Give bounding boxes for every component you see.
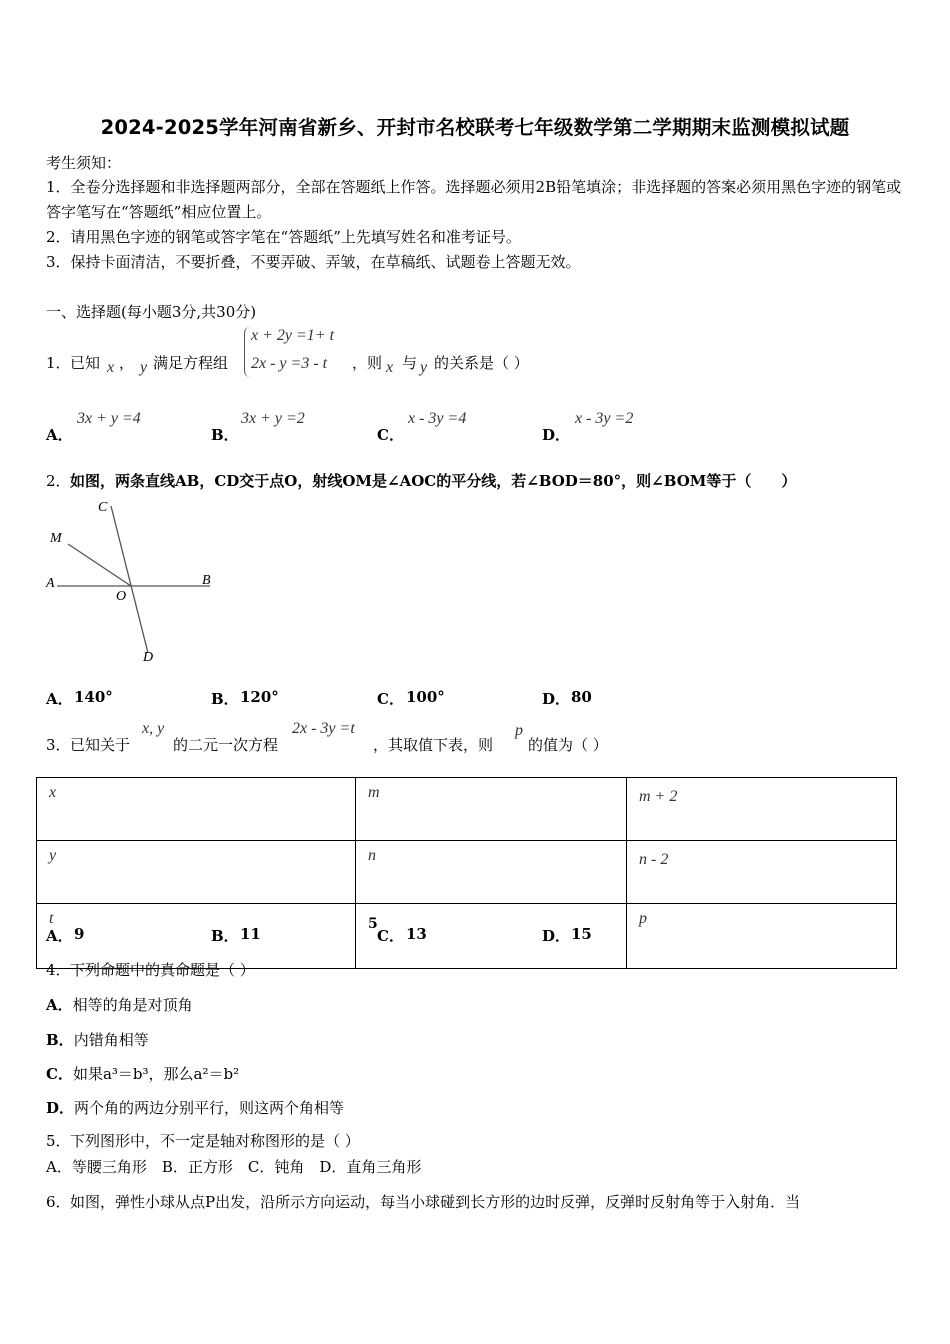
q2-figure <box>40 495 230 670</box>
q3-option-d: 15 <box>571 925 592 943</box>
page-title: 2024-2025学年河南省新乡、开封市名校联考七年级数学第二学期期末监测模拟试题 <box>100 116 850 139</box>
q1-option-d-label: D． <box>542 426 571 444</box>
notice-heading: 考生须知： <box>46 154 122 172</box>
q3-option-b: 11 <box>240 925 261 943</box>
question-3-number: 3． <box>46 736 71 754</box>
notice-item-1: 1．全卷分选择题和非选择题两部分，全部在答题纸上作答。选择题必须用2B铅笔填涂；非选择题的答案必须用黑色字迹的钢笔或答字笔写在“答题纸”相应位置上。 <box>46 178 902 221</box>
q1-var-y2: y <box>420 359 428 376</box>
q4-option-b <box>46 1029 149 1050</box>
table-cell: n - 2 <box>627 841 897 904</box>
q1-option-c: x - 3y =4 <box>408 410 467 427</box>
table-cell: n <box>356 841 627 904</box>
q2-option-d: 80 <box>571 688 592 706</box>
question-6-number: 6． <box>46 1193 71 1211</box>
notice-item-2: 2．请用黑色字迹的钢笔或答字笔在“答题纸”上先填写姓名和准考证号。 <box>46 228 521 246</box>
q1-eq2: 2x - y =3 - t <box>251 355 328 372</box>
q1-option-d: x - 3y =2 <box>575 410 634 427</box>
q3-mid: 的二元一次方程 <box>173 736 279 754</box>
q4-option-a <box>46 994 193 1015</box>
q1-var-y: y <box>140 359 148 376</box>
q4-option-d-label: D． <box>46 1099 75 1117</box>
q3-option-c-label: C． <box>377 927 404 945</box>
table-cell: m + 2 <box>627 778 897 841</box>
q1-equation-system <box>244 327 349 377</box>
label-d: D <box>143 650 154 665</box>
label-c: C <box>98 500 108 515</box>
q4-option-c <box>46 1063 239 1084</box>
table-cell: x <box>37 778 356 841</box>
q1-mid: 满足方程组 <box>153 354 229 372</box>
table-cell: y <box>37 841 356 904</box>
table-row <box>37 841 897 904</box>
q2-option-b-label: B． <box>211 690 239 708</box>
q4-option-c-text: 如果a³＝b³，那么a²＝b² <box>72 1065 240 1083</box>
q3-option-c: 13 <box>406 925 427 943</box>
notice-item-3: 3．保持卡面清洁，不要折叠，不要弄破、弄皱，在草稿纸、试题卷上答题无效。 <box>46 253 581 271</box>
question-2-text: 如图，两条直线AB，CD交于点O，射线OM是∠AOC的平分线，若∠BOD＝80°，则∠BOM等于（ ） <box>70 472 797 490</box>
question-5-number: 5． <box>46 1132 71 1150</box>
q3-value-table <box>36 777 897 969</box>
q1-option-b-label: B． <box>211 426 239 444</box>
q3-post2: 的值为（ ） <box>528 736 608 754</box>
q1-comma: ， <box>119 354 135 372</box>
table-cell: p <box>627 904 897 969</box>
label-b: B <box>202 573 211 588</box>
q1-then: ，则 <box>352 354 383 372</box>
table-cell: 5 <box>356 904 627 969</box>
q1-eq1: x + 2y =1+ t <box>251 327 335 344</box>
q1-var-x2: x <box>386 359 394 376</box>
table-cell: t <box>37 904 356 969</box>
q2-option-c-label: C． <box>377 690 404 708</box>
label-a: A <box>46 576 55 591</box>
q1-post: 的关系是（ ） <box>434 354 529 372</box>
q2-option-c: 100° <box>406 688 445 706</box>
q3-equation: 2x - 3y =t <box>292 720 355 737</box>
q3-vars: x, y <box>142 720 165 737</box>
q4-option-d-text: 两个角的两边分别平行，则这两个角相等 <box>74 1099 345 1117</box>
q4-option-a-text: 相等的角是对顶角 <box>72 996 193 1014</box>
q4-option-a-label: A． <box>46 996 73 1014</box>
section-heading: 一、选择题(每小题3分,共30分) <box>46 303 257 321</box>
q3-var-p: p <box>515 722 523 739</box>
question-2-number: 2． <box>46 472 71 490</box>
q1-option-b: 3x + y =2 <box>241 410 305 427</box>
q4-option-b-text: 内错角相等 <box>73 1031 149 1049</box>
question-5-text: 下列图形中，不一定是轴对称图形的是（ ） <box>70 1132 360 1150</box>
q1-option-c-label: C． <box>377 426 404 444</box>
line-cd <box>111 506 148 653</box>
q3-option-d-label: D． <box>542 927 571 945</box>
q3-option-a: 9 <box>74 925 85 943</box>
q3-post1: ，其取值下表，则 <box>373 736 494 754</box>
q3-option-b-label: B． <box>211 927 239 945</box>
q4-option-b-label: B． <box>46 1031 74 1049</box>
q1-option-a: 3x + y =4 <box>77 410 141 427</box>
table-cell: m <box>356 778 627 841</box>
q4-option-d <box>46 1097 344 1118</box>
q2-option-a: 140° <box>74 688 113 706</box>
table-row <box>37 778 897 841</box>
question-1-pre: 已知 <box>70 354 101 372</box>
question-4-text: 下列命题中的真命题是（ ） <box>70 961 255 979</box>
q2-option-d-label: D． <box>542 690 571 708</box>
q1-with: 与 <box>402 354 418 372</box>
q2-option-a-label: A． <box>46 690 73 708</box>
q1-var-x: x <box>107 359 115 376</box>
q2-option-b: 120° <box>240 688 279 706</box>
label-o: O <box>116 589 127 604</box>
question-1-number: 1． <box>46 354 71 372</box>
question-6-text: 如图，弹性小球从点P出发，沿所示方向运动，每当小球碰到长方形的边时反弹，反弹时反射角等于入射角．当 <box>70 1193 801 1211</box>
q4-option-c-label: C． <box>46 1065 73 1083</box>
label-m: M <box>50 531 62 546</box>
q5-options: A．等腰三角形 B．正方形 C．钝角 D．直角三角形 <box>46 1158 422 1176</box>
q3-option-a-label: A． <box>46 927 73 945</box>
q1-option-a-label: A． <box>46 426 73 444</box>
question-4-number: 4． <box>46 961 71 979</box>
q3-pre: 已知关于 <box>70 736 131 754</box>
